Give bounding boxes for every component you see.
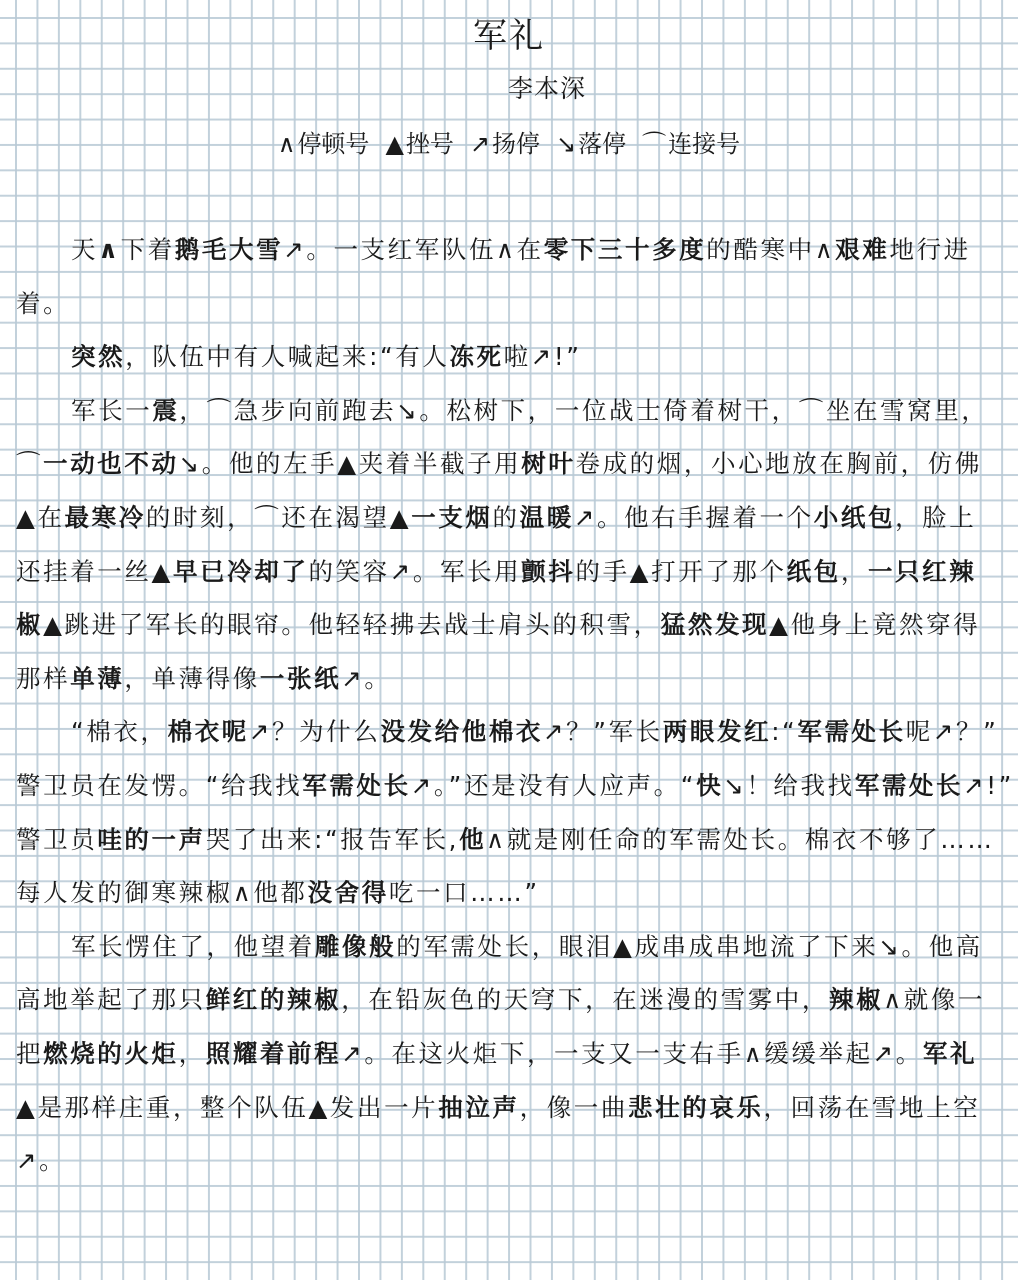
text-segment: “棉衣，: [71, 717, 168, 747]
text-line: [16, 765, 1014, 819]
text-segment: ↘。他的左手▲夹着半截子用: [178, 449, 522, 479]
text-segment: ↗。他右手握着一个: [573, 502, 814, 532]
text-line: [16, 551, 1006, 605]
emphasized-text: 哇的一声: [97, 824, 206, 854]
document-title: 军礼: [473, 16, 545, 56]
text-segment: 的军需处长，眼泪▲成串成串地流了下来↘。他高: [396, 931, 983, 961]
emphasized-text: 没发给他棉衣: [380, 717, 544, 747]
link-mark-icon: ⌒: [642, 130, 667, 158]
legend-item: [470, 130, 540, 158]
text-line: [16, 658, 1006, 712]
text-segment: ，单薄得像: [124, 663, 260, 693]
text-segment: 的笑容↗。军长用: [308, 556, 522, 586]
emphasized-text: 雕像般: [314, 931, 397, 961]
emphasized-text: 鹅毛大雪: [174, 235, 284, 264]
text-segment: ，像一曲: [519, 1092, 629, 1122]
emphasized-text: 他: [459, 824, 487, 854]
text-segment: ▲跳进了军长的眼帘。他轻轻拂去战士肩头的积雪，: [43, 610, 661, 640]
text-line: [16, 979, 1006, 1033]
legend-item: [385, 130, 453, 158]
text-segment: ↗。一支红军队伍∧在: [283, 235, 544, 264]
text-segment: 警卫员在发愣。“给我找: [16, 770, 303, 800]
emphasized-text: ∧: [98, 235, 121, 264]
text-segment: 天: [71, 235, 99, 264]
text-segment: ▲他身上竟然穿得: [769, 610, 981, 640]
emphasized-text: 一动也不动: [43, 449, 179, 479]
emphasized-text: 冻死: [449, 342, 504, 372]
stress-mark-icon: ▲: [385, 130, 404, 158]
legend-label: 扬停: [492, 130, 541, 158]
paragraph: [16, 926, 1006, 1194]
text-segment: 的时刻，⌒还在渴望▲: [145, 502, 412, 532]
emphasized-text: 悲壮的哀乐: [628, 1092, 764, 1122]
emphasized-text: 抽泣声: [438, 1092, 520, 1122]
text-segment: 还挂着一丝▲: [16, 556, 173, 586]
text-segment: 下着: [120, 235, 175, 264]
emphasized-text: 棉衣呢: [167, 717, 249, 747]
legend-label: 落停: [578, 130, 627, 158]
legend-item: [556, 130, 626, 158]
legend-label: 停顿号: [297, 130, 370, 158]
emphasized-text: 树叶: [521, 449, 576, 479]
emphasized-text: 一支烟: [411, 502, 493, 532]
text-line: [16, 711, 1006, 765]
paragraph: [16, 390, 1006, 712]
emphasized-text: 一只红辣: [867, 556, 977, 586]
text-segment: 那样: [16, 663, 71, 693]
text-segment: ↗？”军长: [543, 717, 663, 747]
text-line: [16, 926, 1006, 980]
text-line: [16, 819, 1006, 873]
text-segment: ，⌒急步向前跑去↘。松树下，一位战士倚着树干，⌒坐在雪窝里，: [179, 395, 989, 425]
text-segment: 把: [16, 1038, 44, 1068]
text-segment: ↗。: [341, 663, 392, 693]
text-segment: ，回荡在雪地上空: [763, 1092, 981, 1122]
emphasized-text: 照耀着前程: [205, 1038, 342, 1068]
emphasized-text: 早已冷却了: [172, 556, 309, 586]
text-segment: ↗。”还是没有人应声。“: [410, 770, 697, 800]
emphasized-text: 鲜红的辣椒: [205, 985, 342, 1015]
text-segment: ↗？为什么: [248, 717, 381, 747]
text-segment: ↘！给我找: [723, 770, 855, 800]
text-segment: 哭了出来:“报告军长,: [205, 824, 460, 854]
text-segment: 警卫员: [16, 824, 98, 854]
text-line: [16, 497, 1006, 551]
rising-stop-icon: ↗: [469, 130, 491, 158]
text-segment: ∧就像一: [883, 985, 986, 1015]
text-segment: 每人发的御寒辣椒∧他都: [16, 878, 308, 908]
text-segment: ，队伍中有人喊起来:“有人: [125, 342, 450, 372]
text-segment: ↗。: [16, 1146, 67, 1176]
emphasized-text: 辣椒: [829, 985, 884, 1015]
text-line: [16, 283, 1006, 337]
text-segment: ，: [840, 556, 868, 586]
emphasized-text: 最寒冷: [64, 502, 146, 532]
emphasized-text: 零下三十多度: [543, 235, 707, 264]
text-line: [16, 604, 1006, 658]
paragraph: [16, 229, 1006, 336]
text-segment: 军长一: [71, 395, 153, 425]
pause-mark-icon: ∧: [277, 130, 296, 158]
emphasized-text: 没舍得: [307, 878, 389, 908]
emphasized-text: 军需处长: [854, 770, 964, 800]
text-line: [16, 1033, 1006, 1087]
emphasized-text: 快: [696, 770, 724, 800]
text-segment: 高地举起了那只: [16, 985, 206, 1015]
emphasized-text: 两眼发红: [662, 717, 772, 747]
emphasized-text: 一张纸: [259, 663, 342, 693]
text-segment: 啦↗!”: [503, 342, 582, 372]
text-segment: 吃一口……”: [388, 878, 540, 908]
text-line: [16, 872, 1006, 926]
text-line: [16, 443, 1006, 497]
text-segment: ，在铅灰色的天穹下，在迷漫的雪雾中，: [341, 985, 830, 1015]
paragraph: [16, 711, 1014, 925]
emphasized-text: 猛然发现: [660, 610, 770, 640]
text-segment: 着。: [16, 288, 71, 318]
text-segment: ，: [178, 1038, 206, 1068]
emphasized-text: 军需处长: [302, 770, 411, 800]
text-segment: ，脸上: [895, 502, 977, 532]
text-segment: ∧就是刚任命的军需处长。棉衣不够了……: [486, 824, 995, 854]
text-line: [16, 1087, 1006, 1141]
emphasized-text: 纸包: [786, 556, 841, 586]
text-segment: 的酷寒中∧: [706, 235, 836, 264]
paragraph: [16, 336, 1006, 390]
text-segment: ↗。在这火炬下，一支又一支右手∧缓缓举起↗。: [341, 1038, 923, 1068]
text-segment: ↗!”: [963, 770, 1014, 800]
text-line: [16, 1140, 1006, 1194]
legend-item: [278, 130, 370, 158]
text-segment: ▲在: [16, 502, 65, 532]
emphasized-text: 燃烧的火炬: [43, 1038, 179, 1068]
text-segment: ▲是那样庄重，整个队伍▲发出一片: [16, 1092, 439, 1122]
legend-label: 连接号: [668, 130, 741, 158]
falling-stop-icon: ↘: [556, 130, 577, 158]
emphasized-text: 突然: [71, 342, 126, 372]
legend-label: 挫号: [405, 130, 454, 158]
emphasized-text: 艰难: [835, 235, 890, 264]
emphasized-text: 军礼: [922, 1038, 978, 1068]
emphasized-text: 单薄: [70, 663, 125, 693]
text-segment: 的手▲打开了那个: [575, 556, 787, 586]
article-body: [16, 229, 1014, 1194]
emphasized-text: 军需处长: [797, 717, 906, 747]
document-author: 李本深: [508, 74, 587, 103]
emphasized-text: 椒: [16, 610, 44, 640]
text-line: [16, 390, 1006, 444]
text-segment: 的: [492, 502, 520, 532]
notation-legend: [0, 126, 1018, 162]
text-segment: ⌒: [16, 449, 44, 479]
emphasized-text: 小纸包: [813, 502, 896, 532]
text-segment: :“: [771, 717, 798, 747]
emphasized-text: 震: [152, 395, 180, 425]
emphasized-text: 颤抖: [521, 556, 576, 586]
text-segment: 卷成的烟，小心地放在胸前，仿佛: [575, 449, 982, 479]
text-line: [16, 336, 1006, 390]
text-line: [16, 229, 1006, 283]
emphasized-text: 温暖: [519, 502, 574, 532]
text-segment: 军长愣住了，他望着: [71, 931, 315, 961]
text-segment: 地行进: [889, 235, 971, 264]
legend-item: [642, 130, 740, 158]
text-segment: 呢↗？”: [905, 717, 999, 747]
